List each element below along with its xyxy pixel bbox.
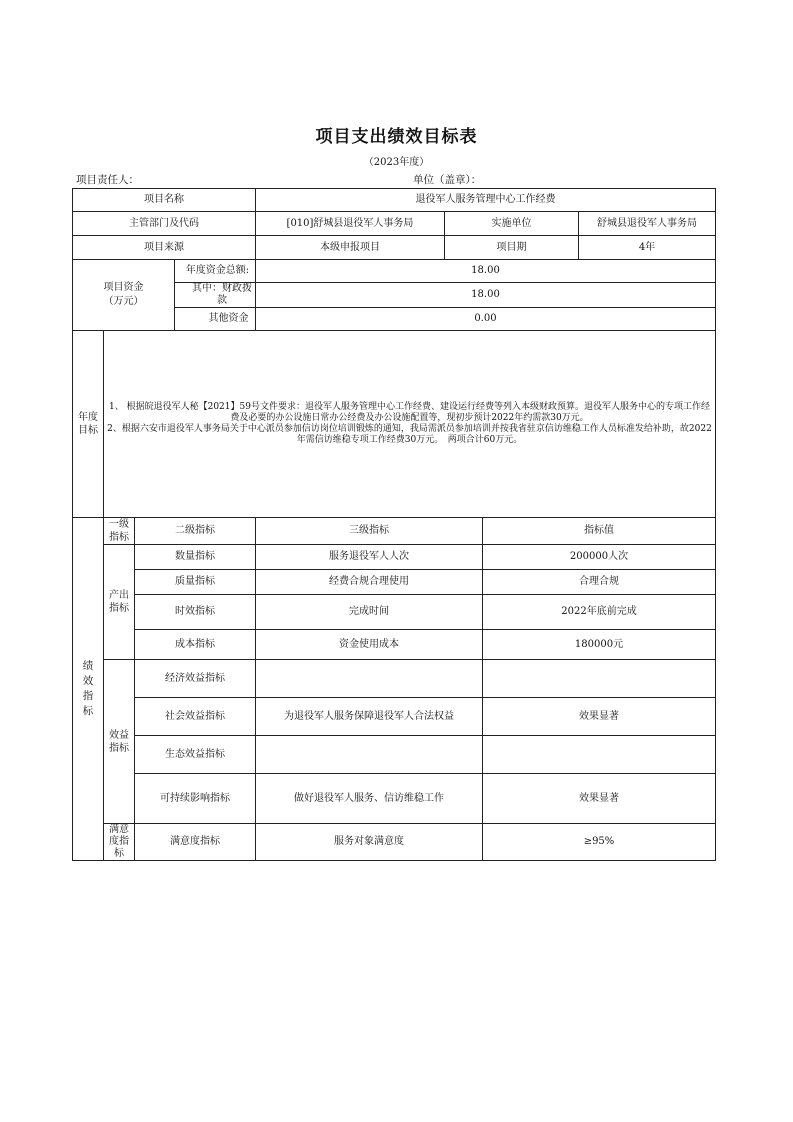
- project-period-value: 4年: [579, 236, 716, 260]
- value-cell: 2022年底前完成: [483, 595, 716, 630]
- indicator-value-header: 指标值: [483, 518, 716, 545]
- level1-header: 一级指标: [104, 518, 135, 545]
- department-value: [010]舒城县退役军人事务局: [256, 212, 445, 236]
- level3-cell: [256, 660, 483, 698]
- department-label: 主管部门及代码: [73, 212, 256, 236]
- value-cell: 合理合规: [483, 570, 716, 595]
- annual-total-label: 年度资金总额:: [175, 260, 256, 283]
- level3-cell: 为退役军人服务保障退役军人合法权益: [256, 698, 483, 736]
- performance-indicators-text: 绩效指标: [82, 659, 94, 718]
- level3-cell: 服务对象满意度: [256, 824, 483, 861]
- value-cell: ≥95%: [483, 824, 716, 861]
- level3-cell: 服务退役军人人次: [256, 545, 483, 570]
- table-row: [73, 774, 716, 824]
- document-title: 项目支出绩效目标表: [315, 127, 478, 147]
- level2-cell: 成本指标: [135, 630, 256, 660]
- project-funds-text: 项目资金（万元）: [103, 282, 144, 307]
- level2-cell: 可持续影响指标: [135, 774, 256, 824]
- table-row: [73, 570, 716, 595]
- level3-cell: 经费合规合理使用: [256, 570, 483, 595]
- level2-cell: 生态效益指标: [135, 736, 256, 774]
- level2-cell: 质量指标: [135, 570, 256, 595]
- table-row: [73, 736, 716, 774]
- unit-seal-label: 单位（盖章）：: [413, 174, 482, 186]
- table-row: [73, 630, 716, 660]
- project-name-value: 退役军人服务管理中心工作经费: [256, 189, 716, 212]
- level3-header: 三级指标: [256, 518, 483, 545]
- level2-cell: 社会效益指标: [135, 698, 256, 736]
- table-row: [73, 698, 716, 736]
- fiscal-allocation-value: 18.00: [256, 283, 716, 308]
- annual-goal-text: 年度目标: [78, 411, 98, 436]
- output-indicators-label: 产出指标: [104, 545, 135, 660]
- satisfaction-indicators-label: 满意度指标: [104, 824, 135, 861]
- level3-cell: 做好退役军人服务、信访维稳工作: [256, 774, 483, 824]
- annual-goal-description: [104, 331, 716, 518]
- value-cell: 200000人次: [483, 545, 716, 570]
- value-cell: 180000元: [483, 630, 716, 660]
- project-source-label: 项目来源: [73, 236, 256, 260]
- project-name-label: 项目名称: [73, 189, 256, 212]
- level2-cell: 经济效益指标: [135, 660, 256, 698]
- table-row: [73, 545, 716, 570]
- annual-total-value: 18.00: [256, 260, 716, 283]
- other-funds-value: 0.00: [256, 308, 716, 331]
- level2-header: 二级指标: [135, 518, 256, 545]
- level3-cell: 资金使用成本: [256, 630, 483, 660]
- implementing-unit-value: 舒城县退役军人事务局: [579, 212, 716, 236]
- level2-cell: 时效指标: [135, 595, 256, 630]
- value-cell: [483, 736, 716, 774]
- project-source-value: 本级申报项目: [256, 236, 445, 260]
- document-year: （2023年度）: [363, 157, 430, 168]
- project-period-label: 项目期: [445, 236, 579, 260]
- annual-goal-label: [73, 331, 104, 518]
- level2-cell: 数量指标: [135, 545, 256, 570]
- performance-indicators-label: [73, 518, 104, 861]
- value-cell: [483, 660, 716, 698]
- annual-goal-item-1: 1、 根据皖退役军人秘【2021】59号文件要求：退役军人服务管理中心工作经费、建设运行经费等列入本级财政预算。退役军人服务中心的专项工作经费及必要的办公设施日常办公经费及办公设施配置等，现初步预计2022年约需款30万元。: [109, 402, 710, 424]
- fiscal-allocation-label: 其中：财政拨款: [175, 283, 256, 308]
- table-row: [73, 660, 716, 698]
- performance-target-table: [72, 188, 716, 861]
- annual-goal-item-2: 2、根据六安市退役军人事务局关于中心派员参加信访岗位培训锻炼的通知，我局需派员参加培训并按我省驻京信访维稳工作人员标准发给补助，故2022年需信访维稳专项工作经费30万元。 两项合计60万元。: [107, 424, 712, 445]
- project-funds-label: [73, 260, 175, 331]
- value-cell: 效果显著: [483, 774, 716, 824]
- table-row: [73, 595, 716, 630]
- level3-cell: 完成时间: [256, 595, 483, 630]
- other-funds-label: 其他资金: [175, 308, 256, 331]
- responsible-person-label: 项目责任人：: [76, 174, 139, 186]
- implementing-unit-label: 实施单位: [445, 212, 579, 236]
- value-cell: 效果显著: [483, 698, 716, 736]
- level3-cell: [256, 736, 483, 774]
- level2-cell: 满意度指标: [135, 824, 256, 861]
- table-row: [73, 824, 716, 861]
- benefit-indicators-label: 效益指标: [104, 660, 135, 824]
